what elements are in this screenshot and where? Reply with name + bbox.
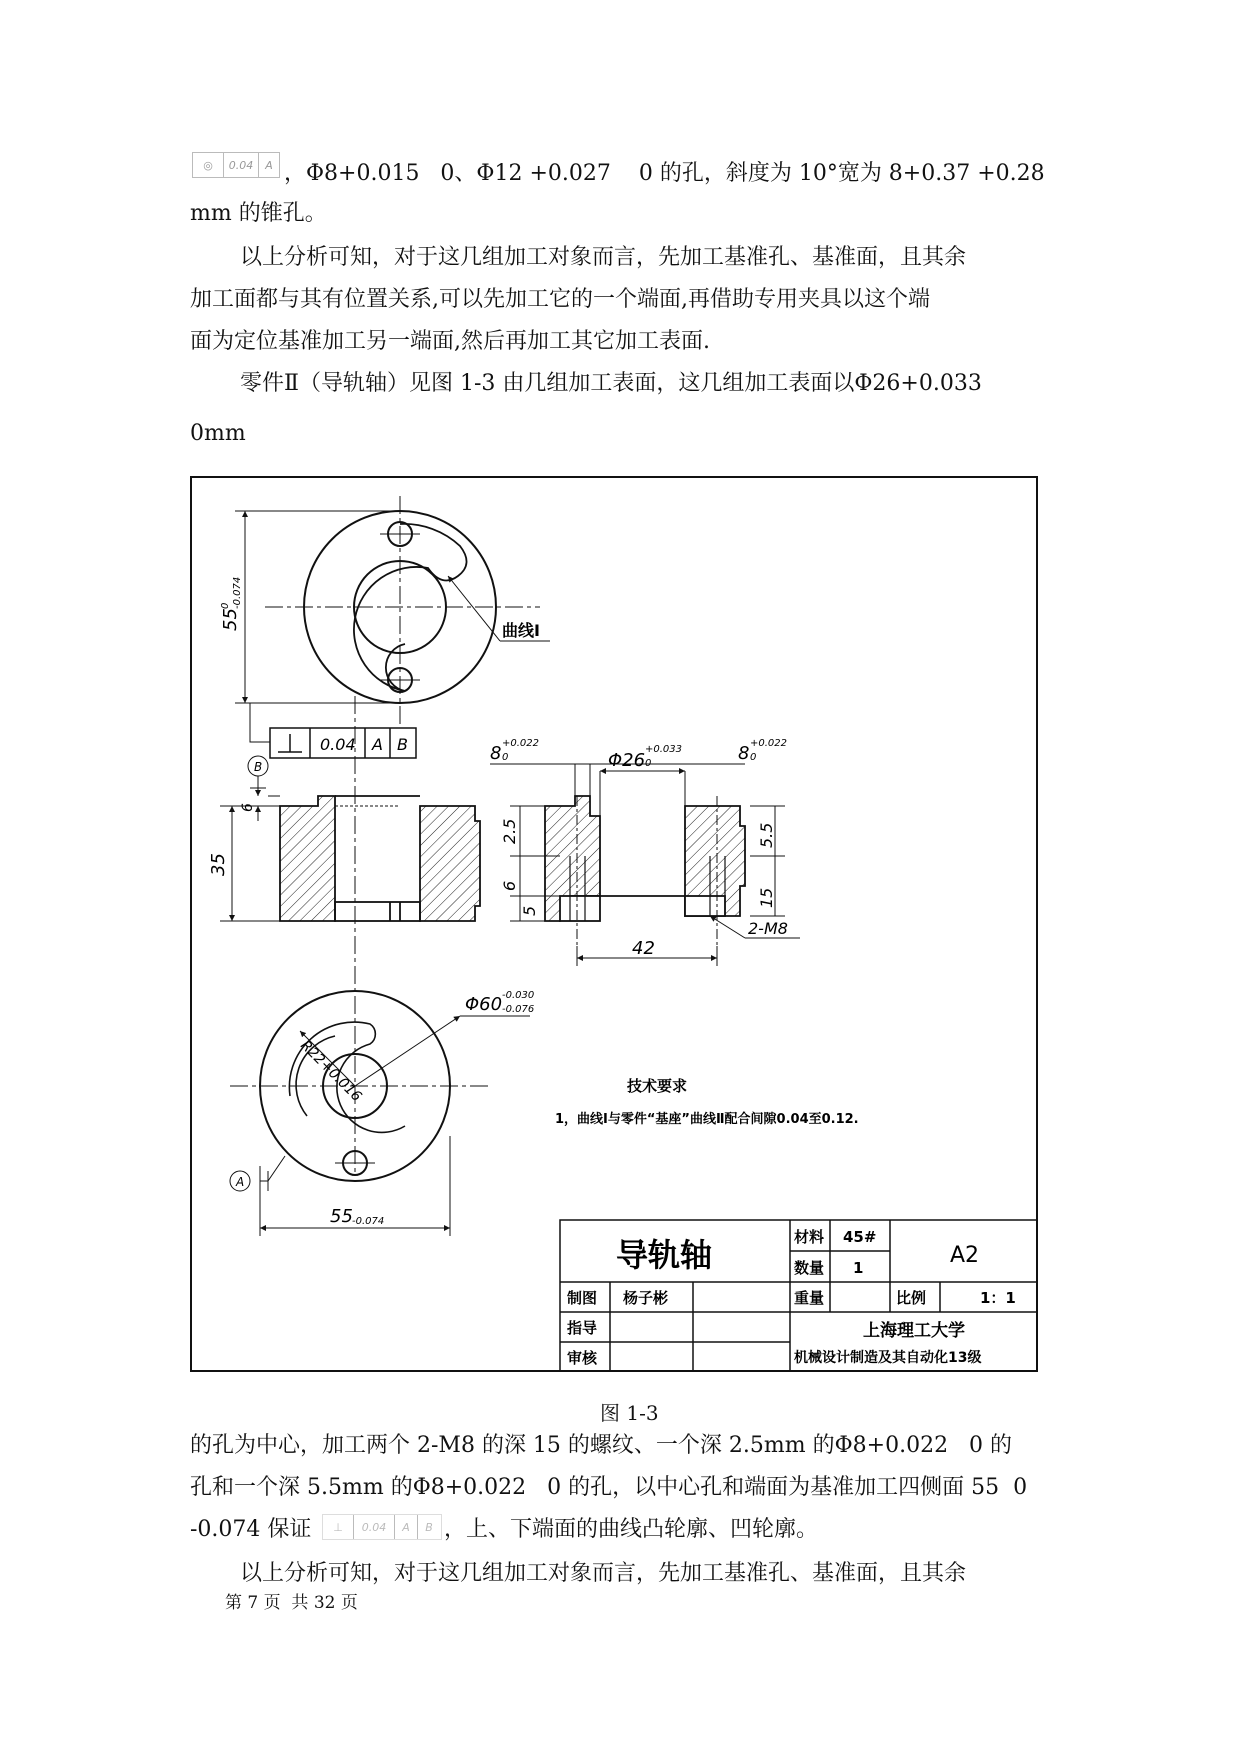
svg-text:0: 0 [502,752,509,763]
svg-text:8: 8 [738,743,750,764]
text-line-7: 0mm [190,421,246,446]
title-weight-label: 重量 [794,1289,825,1307]
svg-text:Φ60: Φ60 [465,994,503,1015]
dim-r22: R22+0.016 [297,1037,365,1105]
text-line-4: 加工面都与其有位置关系,可以先加工它的一个端面,再借助专用夹具以这个端 [190,287,930,312]
title-quantity-label: 数量 [794,1259,825,1277]
figure-caption: 图 1-3 [600,1401,659,1425]
title-review-label: 审核 [567,1349,598,1367]
svg-text:-0.074: -0.074 [352,1216,385,1227]
inline-tolerance-frame-top [192,152,280,178]
dim-2-5: 2.5 [500,818,519,844]
dim-55-top [220,577,243,631]
text-line-3: 以上分析可知，对于这几组加工对象而言，先加工基准孔、基准面，且其余 [240,245,967,270]
curve-label: 曲线Ⅰ [502,621,540,640]
title-guide-label: 指导 [567,1319,598,1337]
dim-5: 5 [520,905,539,916]
svg-text:55: 55 [330,1206,353,1227]
dim-5-5: 5.5 [757,822,776,848]
perpendicularity-icon [278,734,302,752]
title-part-name: 导轨轴 [616,1236,713,1274]
svg-text:0: 0 [220,602,231,609]
datum-letter-1: A [395,1515,418,1539]
dim-35: 35 [208,853,229,876]
dim-6-section: 6 [500,880,519,891]
perpendicularity-icon: ⊥ [323,1515,354,1539]
svg-text:-0.074: -0.074 [232,576,243,609]
dim-phi26 [608,744,682,771]
dim-8-right-top [738,738,787,764]
text-line-11: ，上、下端面的曲线凸轮廓、凹轮廓。 [444,1517,819,1542]
title-class: 机械设计制造及其自动化13级 [794,1350,982,1366]
text-line-8: 的孔为中心，加工两个 2-M8 的深 15 的螺纹、一个深 2.5mm 的Φ8+0.022 0 的 [190,1433,1013,1458]
title-material-label: 材料 [794,1228,825,1246]
tech-req-item: 1，曲线Ⅰ与零件“基座”曲线Ⅱ配合间隙0.04至0.12. [555,1112,859,1127]
svg-text:-0.030: -0.030 [502,990,535,1001]
perpendicularity-frame [250,703,416,758]
title-drawer: 杨子彬 [623,1289,669,1307]
svg-text:55: 55 [220,608,241,631]
svg-text:A: A [372,735,383,754]
text-line-5: 面为定位基准加工另一端面,然后再加工其它加工表面. [190,329,710,354]
datum-letter: A [265,158,273,172]
tolerance-value: 0.04 [354,1515,395,1539]
bottom-view [230,991,530,1236]
left-section-view [220,756,480,921]
svg-text:8: 8 [490,743,502,764]
page-footer: 第 7 页 共 32 页 [225,1593,358,1613]
svg-text:+0.022: +0.022 [502,738,540,749]
title-quantity-value: 1 [853,1259,864,1277]
tolerance-value: 0.04 [224,153,259,177]
text-line-2: mm 的锥孔。 [190,201,327,226]
dim-8-left-top [490,738,539,764]
dim-42: 42 [632,938,655,959]
svg-text:0: 0 [750,752,757,763]
title-draw-label: 制图 [567,1289,598,1307]
inline-tolerance-frame-bottom [322,1514,442,1540]
text-line-6: 零件Ⅱ（导轨轴）见图 1-3 由几组加工表面，这几组加工表面以Φ26+0.033 [240,371,982,396]
svg-text:+0.033: +0.033 [645,744,683,755]
dim-6-left: 6 [240,803,256,812]
svg-text:0: 0 [645,758,652,769]
title-material-value: 45# [843,1228,877,1246]
text-line-12: 以上分析可知，对于这几组加工对象而言，先加工基准孔、基准面，且其余 [240,1561,967,1586]
concentricity-icon: ◎ [193,153,224,177]
dim-phi60 [465,990,534,1015]
dim-55-bottom [330,1206,384,1227]
text-line-10: -0.074 保证 [190,1517,312,1542]
datum-b-symbol: B [254,760,263,774]
svg-text:B: B [397,735,408,754]
tech-req-title: 技术要求 [627,1077,688,1095]
top-view [235,496,550,726]
dim-2-m8: 2-M8 [748,919,788,938]
text-line-1: ，Φ8+0.015 0、Φ12 +0.027 0 的孔，斜度为 10°宽为 8+0.37 +0.28 [284,161,1045,186]
svg-text:+0.022: +0.022 [750,738,788,749]
svg-text:-0.076: -0.076 [502,1004,535,1015]
datum-letter-2: B [425,1520,433,1534]
title-scale-label: 比例 [896,1289,927,1307]
svg-text:Φ26: Φ26 [608,750,646,771]
title-sheet-size: A2 [950,1243,980,1268]
title-scale-value: 1：1 [980,1289,1016,1307]
title-school: 上海理工大学 [863,1321,965,1341]
datum-a-symbol: A [236,1175,245,1189]
dim-15: 15 [757,887,776,908]
engineering-drawing [190,476,1038,1372]
svg-text:0.04: 0.04 [320,735,356,754]
text-line-9: 孔和一个深 5.5mm 的Φ8+0.022 0 的孔，以中心孔和端面为基准加工四侧面 55 0 [190,1475,1028,1500]
drawing-border [191,477,1037,1371]
